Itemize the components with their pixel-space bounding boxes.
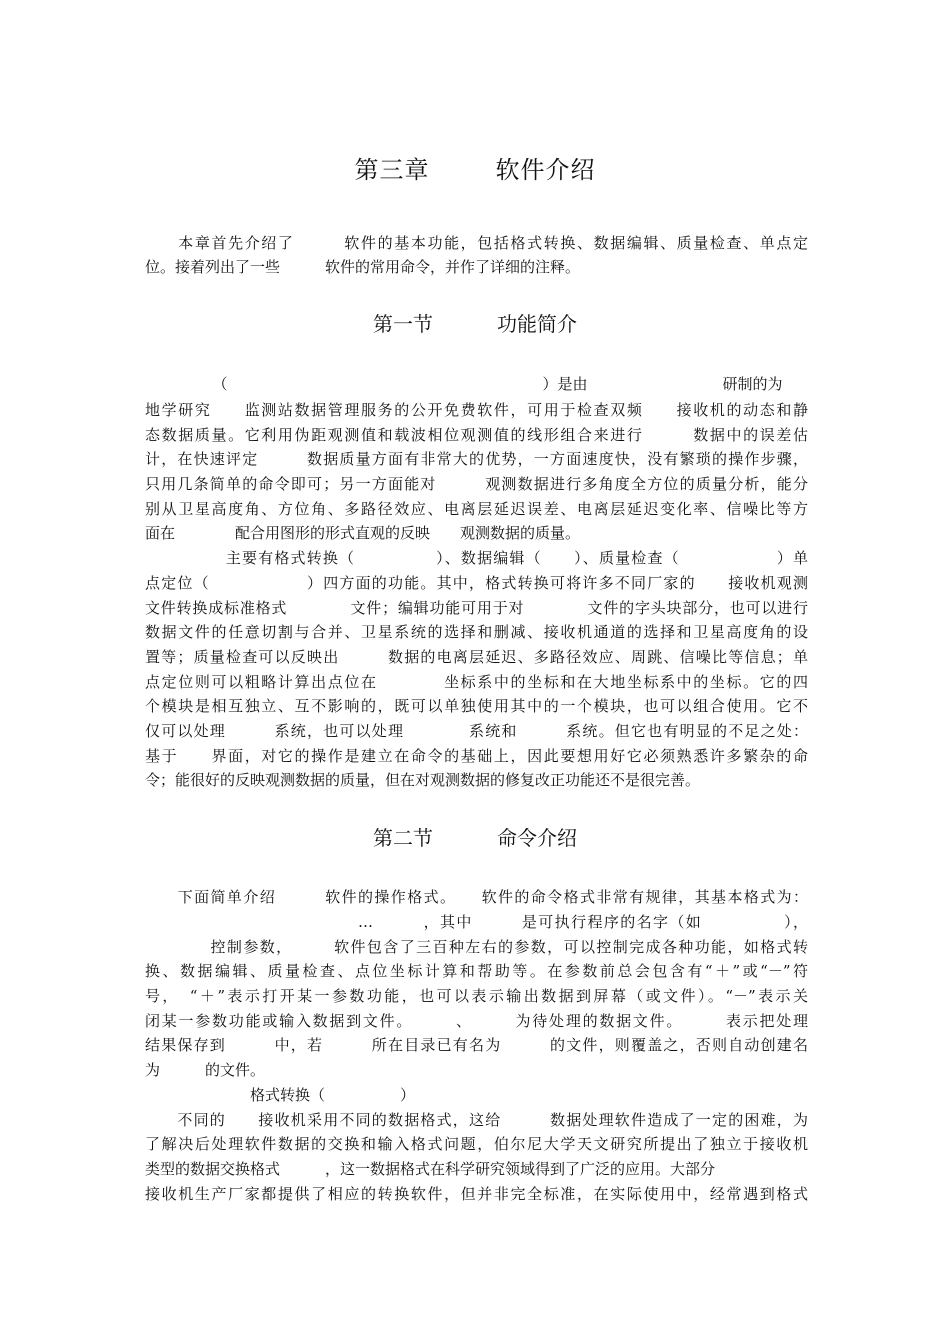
section-1-title: 功能简介 (497, 312, 577, 336)
para-line: 闭某一参数功能或输入数据到文件。 、 为待处理的数据文件。 表示把处理 (145, 1012, 808, 1030)
para-line: 控制参数， 软件包含了三百种左右的参数，可以控制完成各种功能，如格式转 (145, 938, 808, 956)
para-line: 计，在快速评定 数据质量方面有非常大的优势，一方面速度快，没有繁琐的操作步骤， (145, 450, 808, 468)
chapter-number: 第三章 (354, 156, 430, 184)
subheading-format-conversion: 格式转换（ ） (145, 1086, 416, 1104)
para-line: 点定位（ ）四方面的功能。其中，格式转换可将许多不同厂家的 接收机观测 (145, 574, 808, 592)
para-line: 置等；质量检查可以反映出 数据的电离层延迟、多路径效应、周跳、信噪比等信息；单 (145, 648, 808, 666)
para-line: 个模块是相互独立、互不影响的，既可以单独使用其中的一个模块，也可以组合使用。它不 (145, 697, 808, 715)
para-line: 令；能很好的反映观测数据的质量，但在对观测数据的修复改正功能还不是很完善。 (145, 771, 701, 789)
para-line: 下面简单介绍 软件的操作格式。 软件的命令格式非常有规律，其基本格式为： (145, 888, 808, 906)
para-line: 接收机生产厂家都提供了相应的转换软件，但并非完全标准，在实际使用中，经常遇到格式 (145, 1185, 808, 1203)
section-1-number: 第一节 (373, 312, 433, 336)
para-line: （ ）是由 研制的为 (145, 375, 783, 393)
para-line: 地学研究 监测站数据管理服务的公开免费软件，可用于检查双频 接收机的动态和静 (145, 401, 808, 419)
para-line: 点定位则可以粗略计算出点位在 坐标系中的坐标和在大地坐标系中的坐标。它的四 (145, 673, 808, 691)
para-line: 文件转换成标准格式 文件；编辑功能可用于对 文件的字头块部分，也可以进行 (145, 599, 808, 617)
para-line: 别从卫星高度角、方位角、多路径效应、电离层延迟误差、电离层延迟变化率、信噪比等方 (145, 500, 808, 518)
chapter-heading (0, 150, 950, 185)
para-line: 不同的 接收机采用不同的数据格式，这给 数据处理软件造成了一定的困难，为 (145, 1111, 808, 1129)
section-2-title: 命令介绍 (497, 826, 577, 850)
para-line: 数据文件的任意切割与合并、卫星系统的选择和删减、接收机通道的选择和卫星高度角的设 (145, 623, 808, 641)
para-line: 基于 界面，对它的操作是建立在命令的基础上，因此要想用好它必须熟悉许多繁杂的命 (145, 747, 808, 765)
para-line: 面在 配合用图形的形式直观的反映 观测数据的质量。 (145, 524, 581, 542)
para-line: 了解决后处理软件数据的交换和输入格式问题，伯尔尼大学天文研究所提出了独立于接收机 (145, 1135, 808, 1153)
section-2-heading (0, 822, 950, 851)
para-line: 主要有格式转换（ ）、数据编辑（ ）、质量检查（ ）单 (145, 549, 808, 567)
intro-line-1: 本章首先介绍了 软件的基本功能，包括格式转换、数据编辑、质量检查、单点定 (145, 234, 808, 252)
para-line: 只用几条简单的命令即可；另一方面能对 观测数据进行多角度全方位的质量分析，能分 (145, 475, 808, 493)
para-line: 类型的数据交换格式 ，这一数据格式在科学研究领域得到了广泛的应用。大部分 (145, 1160, 716, 1178)
intro-line-2: 位。接着列出了一些 软件的常用命令，并作了详细的注释。 (145, 258, 581, 276)
chapter-title: 软件介绍 (495, 156, 596, 184)
para-line: 换、数据编辑、质量检查、点位坐标计算和帮助等。在参数前总会包含有“＋”或“－”符 (145, 962, 808, 980)
para-line: 号， “＋”表示打开某一参数功能，也可以表示输出数据到屏幕（或文件）。“－”表示关 (145, 987, 808, 1005)
para-line: … ，其中 是可执行程序的名字（如 ）， (145, 913, 808, 931)
para-line: 为 的文件。 (145, 1061, 266, 1079)
para-line: 态数据质量。它利用伪距观测值和载波相位观测值的线形组合来进行 数据中的误差估 (145, 426, 808, 444)
section-2-number: 第二节 (373, 826, 433, 850)
section-1-heading (0, 308, 950, 337)
para-line: 仅可以处理 系统，也可以处理 系统和 系统。但它也有明显的不足之处： (145, 722, 808, 740)
para-line: 结果保存到 中，若 所在目录已有名为 的文件，则覆盖之，否则自动创建名 (145, 1036, 808, 1054)
